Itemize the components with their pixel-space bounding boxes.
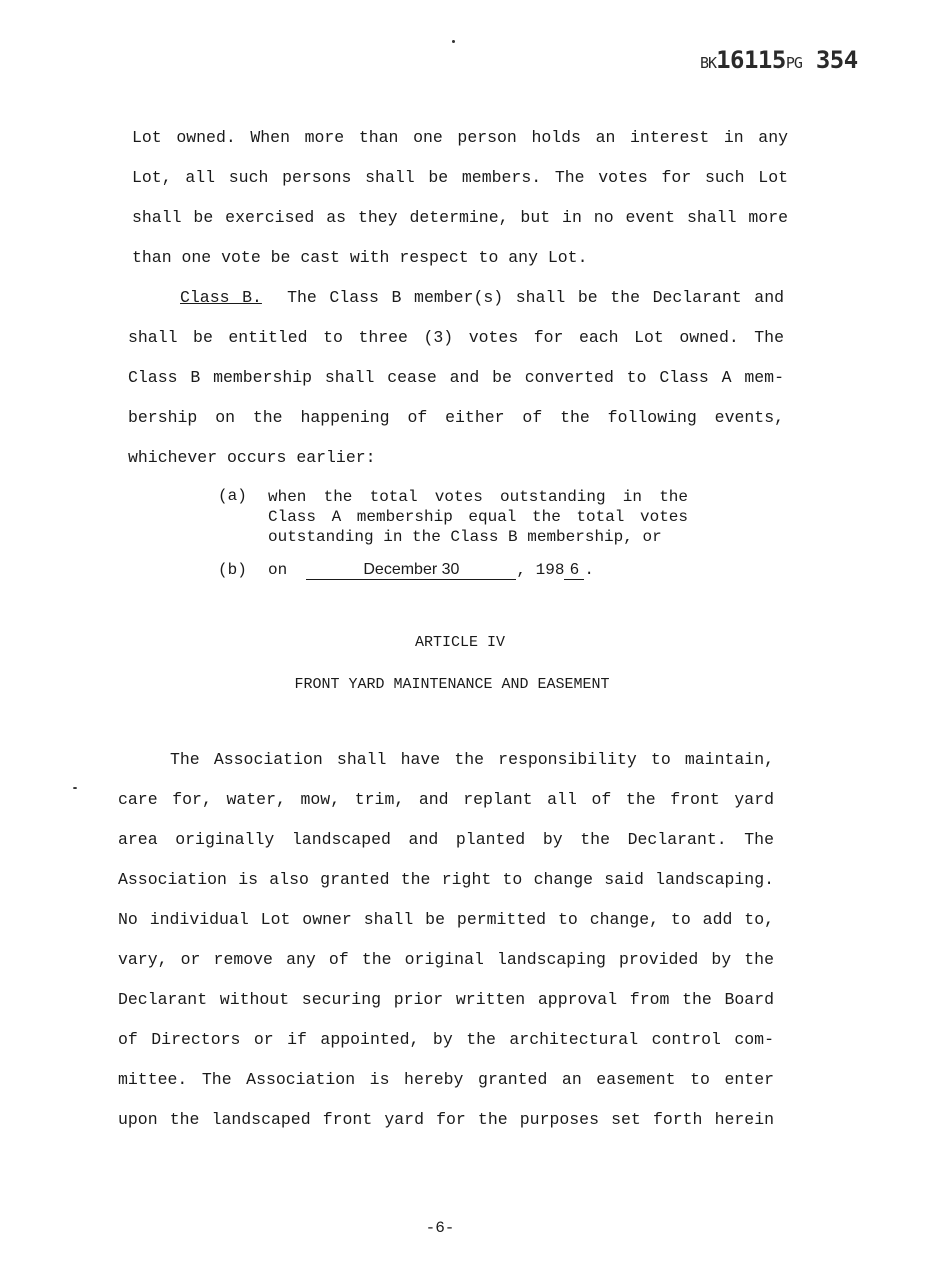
text-line: of Directors or if appointed, by the architectural control com- xyxy=(118,1030,774,1049)
list-marker: (b) xyxy=(218,561,247,579)
text-line: Declarant without securing prior written approval from the Board xyxy=(118,990,774,1009)
item-b-suffix: . xyxy=(584,561,595,579)
text-line: No individual Lot owner shall be permitted to change, to add to, xyxy=(118,910,774,929)
article-title: FRONT YARD MAINTENANCE AND EASEMENT xyxy=(294,676,610,693)
year-blank: 6 xyxy=(564,561,584,580)
text-line: shall be entitled to three (3) votes for each Lot owned. The xyxy=(128,328,784,347)
scan-speck xyxy=(452,40,455,43)
text-line: vary, or remove any of the original landscaping provided by the xyxy=(118,950,774,969)
year-prefix: , 198 xyxy=(516,561,565,579)
text-line: Lot, all such persons shall be members. The votes for such Lot xyxy=(132,168,788,187)
stamp-page-number: 354 xyxy=(815,46,858,74)
stamp-prefix: BK xyxy=(700,54,717,72)
class-b-first-line: The Class B member(s) shall be the Declarant and xyxy=(287,288,784,307)
book-page-stamp xyxy=(700,46,900,74)
text-line: when the total votes outstanding in the xyxy=(268,488,688,506)
page-number: -6- xyxy=(425,1219,455,1237)
text-line: upon the landscaped front yard for the purposes set forth herein xyxy=(118,1110,774,1129)
conditions-list xyxy=(218,487,688,594)
text-line: Association is also granted the right to change said landscaping. xyxy=(118,870,774,889)
list-marker: (a) xyxy=(218,487,247,505)
text-line: bership on the happening of either of the following events, xyxy=(128,408,784,427)
item-b-prefix: on xyxy=(268,561,288,579)
text-line: shall be exercised as they determine, but in no event shall more xyxy=(132,208,788,227)
text-line: area originally landscaped and planted by the Declarant. The xyxy=(118,830,774,849)
scan-speck xyxy=(73,787,77,789)
class-b-heading: Class B. xyxy=(180,288,262,307)
text-line: mittee. The Association is hereby granted an easement to enter xyxy=(118,1070,774,1089)
list-item-a xyxy=(218,487,688,547)
text-line: than one vote be cast with respect to any Lot. xyxy=(132,248,588,267)
paragraph-class-b xyxy=(128,278,784,478)
list-item-b xyxy=(218,561,688,580)
text-line xyxy=(128,278,784,318)
article-number: ARTICLE IV xyxy=(414,634,505,651)
text-line: whichever occurs earlier: xyxy=(128,448,376,467)
text-line: The Association shall have the responsibility to maintain, xyxy=(170,750,774,769)
stamp-book-number: 16115 xyxy=(716,46,786,74)
date-blank: December 30 xyxy=(306,561,516,580)
text-line: care for, water, mow, trim, and replant all of the front yard xyxy=(118,790,774,809)
text-line: Lot owned. When more than one person holds an interest in any xyxy=(132,128,788,147)
text-line: outstanding in the Class B membership, or xyxy=(268,528,662,546)
text-line: Class A membership equal the total votes xyxy=(268,508,688,526)
paragraph-lot-votes xyxy=(132,118,788,278)
paragraph-front-yard xyxy=(118,740,774,1140)
stamp-pg-label: PG xyxy=(785,54,802,72)
text-line: Class B membership shall cease and be converted to Class A mem- xyxy=(128,368,784,387)
